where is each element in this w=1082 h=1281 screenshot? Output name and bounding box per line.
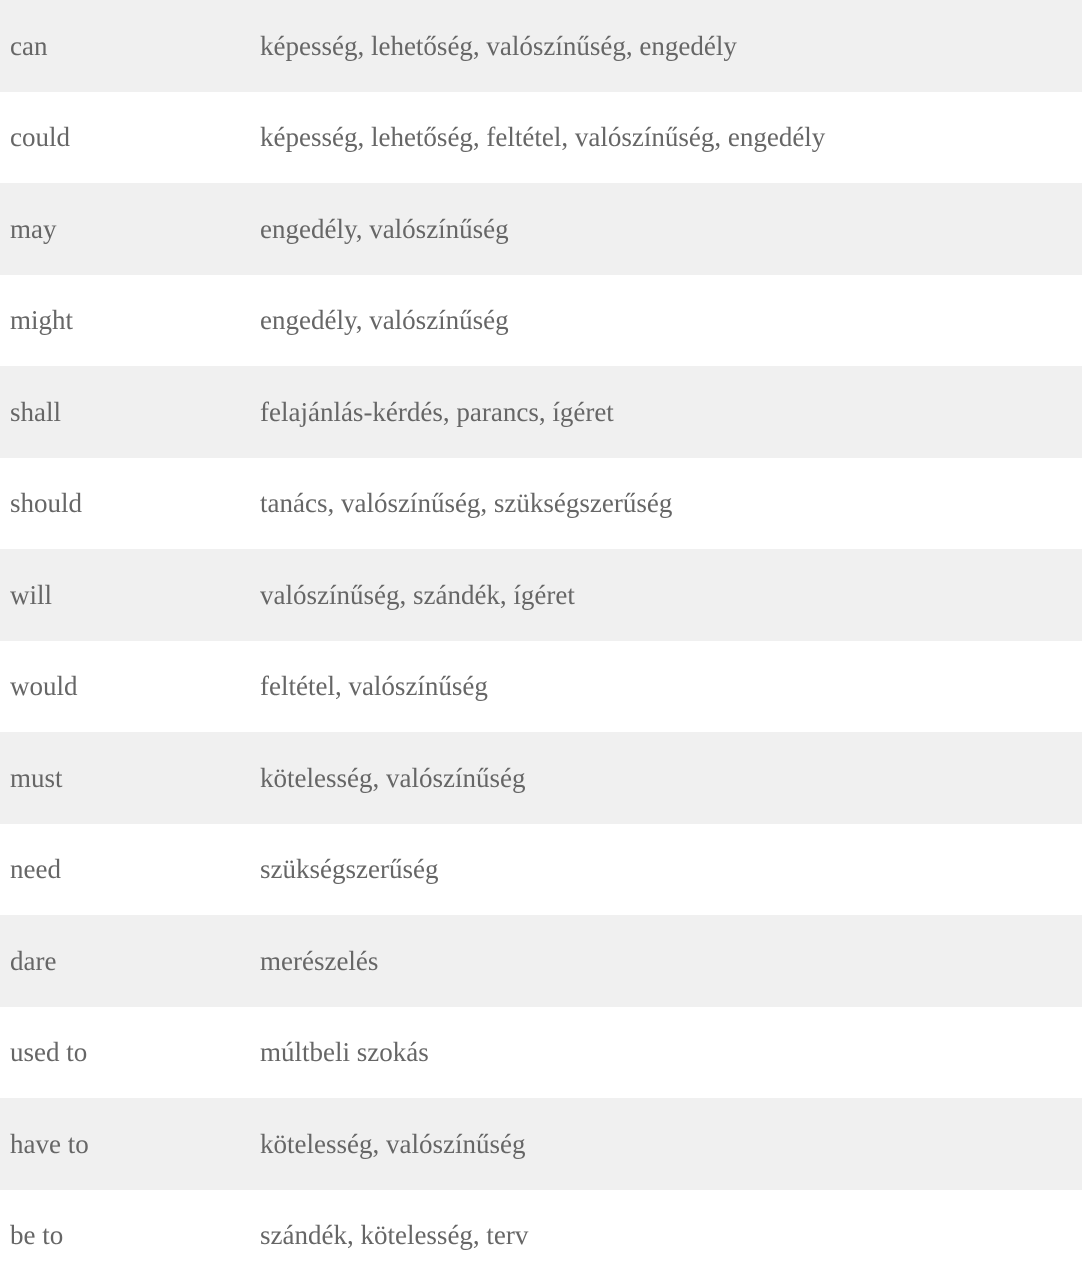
table-row [0, 824, 1082, 916]
modal-form-cell: might [0, 275, 260, 367]
table-row [0, 549, 1082, 641]
modal-form-cell: should [0, 458, 260, 550]
modal-form-cell: dare [0, 915, 260, 1007]
table-row [0, 1190, 1082, 1281]
modal-form-cell: have to [0, 1098, 260, 1190]
modal-form-cell: must [0, 732, 260, 824]
modal-meaning-text: feltétel, valószínűség [260, 670, 488, 702]
modal-meaning-cell [260, 824, 1082, 916]
modal-form-cell: would [0, 641, 260, 733]
modal-meaning-cell [260, 275, 1082, 367]
modal-meaning-cell [260, 1190, 1082, 1281]
modal-meaning-text: kötelesség, valószínűség [260, 762, 525, 794]
table-row [0, 1098, 1082, 1190]
table-row [0, 92, 1082, 184]
modal-meaning-text: szándék, kötelesség, terv [260, 1219, 528, 1251]
modal-meaning-text: valószínűség, szándék, ígéret [260, 579, 575, 611]
table-row [0, 915, 1082, 1007]
modal-meaning-text: kötelesség, valószínűség [260, 1128, 525, 1160]
modal-meaning-text: felajánlás-kérdés, parancs, ígéret [260, 396, 614, 428]
modal-meaning-cell [260, 366, 1082, 458]
modal-meaning-cell [260, 641, 1082, 733]
table-row [0, 366, 1082, 458]
modal-meaning-cell [260, 92, 1082, 184]
modal-form-cell: need [0, 824, 260, 916]
modal-form-cell: could [0, 92, 260, 184]
modal-meaning-cell [260, 183, 1082, 275]
modal-meaning-cell [260, 1098, 1082, 1190]
modal-meaning-text: engedély, valószínűség [260, 304, 509, 336]
modal-meaning-text: tanács, valószínűség, szükségszerűség [260, 487, 672, 519]
modal-meaning-cell [260, 1007, 1082, 1099]
modal-meaning-text: képesség, lehetőség, valószínűség, engedély [260, 30, 737, 62]
table-row [0, 732, 1082, 824]
table-row [0, 1007, 1082, 1099]
modal-form-cell: be to [0, 1190, 260, 1281]
table-row [0, 183, 1082, 275]
modal-meaning-text: merészelés [260, 945, 378, 977]
table-row [0, 458, 1082, 550]
modal-meaning-text: múltbeli szokás [260, 1036, 429, 1068]
table-row [0, 0, 1082, 92]
modal-meaning-text: szükségszerűség [260, 853, 438, 885]
table-row [0, 275, 1082, 367]
modal-form-cell: can [0, 0, 260, 92]
modal-meaning-cell [260, 732, 1082, 824]
modal-form-cell: will [0, 549, 260, 641]
modal-form-cell: may [0, 183, 260, 275]
modal-form-cell: shall [0, 366, 260, 458]
modal-meaning-text: képesség, lehetőség, feltétel, valószínűség, engedély [260, 121, 825, 153]
modal-meaning-cell [260, 0, 1082, 92]
modal-form-cell: used to [0, 1007, 260, 1099]
modal-meaning-text: engedély, valószínűség [260, 213, 509, 245]
modal-meaning-cell [260, 458, 1082, 550]
table-row [0, 641, 1082, 733]
modal-meaning-cell [260, 915, 1082, 1007]
modal-meaning-cell [260, 549, 1082, 641]
